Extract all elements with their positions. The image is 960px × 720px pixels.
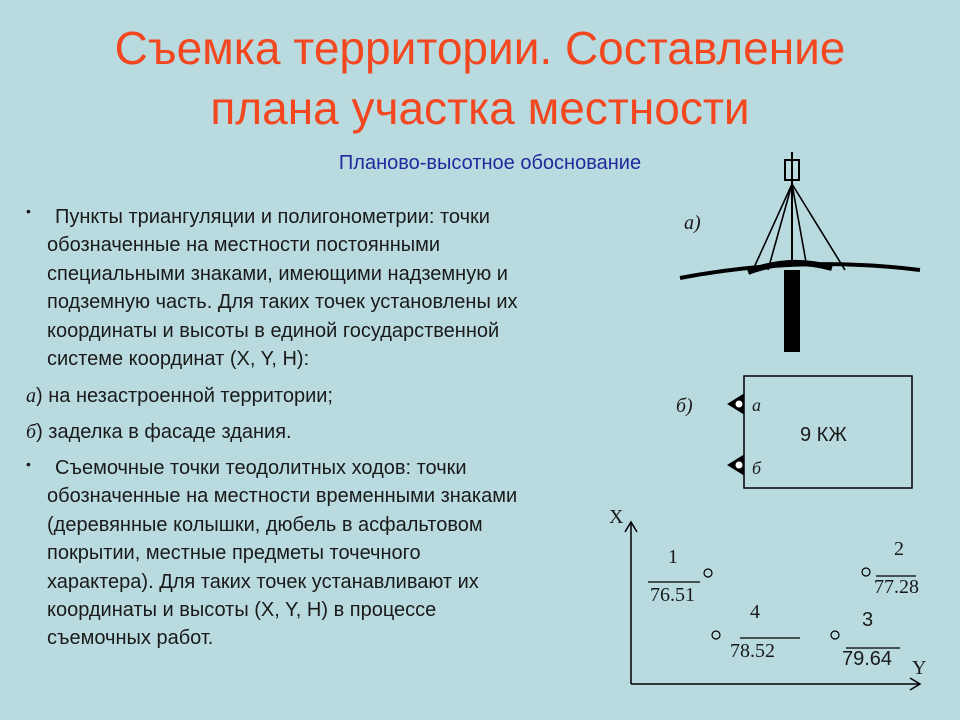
triangulation-signal-icon [680,152,920,352]
building-label: 9 КЖ [800,424,847,446]
bullet-1-line: обозначенные на местности постоянными [47,234,441,257]
bullet-1-line: подземную часть. Для таких точек установлены их [47,291,518,314]
bullet-2-line: характера). Для таких точек устанавливают их [47,570,479,593]
figure-b-label: б) [676,395,693,417]
point-2-elevation: 77.28 [874,576,919,598]
wall-mark-a-label: а [752,395,761,415]
bullet-1-line: системе координат (X, Y, H): [47,348,310,371]
wall-mark-b-label: б [752,458,762,478]
point-1-marker [704,569,712,577]
bullet-2-line: обозначенные на местности временными знаками [47,485,518,508]
bullet-dot-icon: • [26,203,31,219]
bullet-1-line: специальными знаками, имеющими надземную и [47,262,508,285]
item-b-letter: б [26,421,37,443]
axis-y-label: Y [912,657,927,679]
title-line-2: плана участка местности [210,82,750,134]
item-b-text: ) заделка в фасаде здания. [36,421,292,443]
bullet-2-line: съемочных работ. [47,627,214,650]
point-3-number: 3 [862,609,874,631]
subtitle: Планово-высотное обоснование [338,152,642,174]
point-2-number: 2 [894,538,904,560]
point-1-number: 1 [668,546,678,568]
title-line-1: Съемка территории. Составление [114,22,846,74]
bullet-2-line: Съемочные точки теодолитных ходов: точки [55,457,467,479]
bullet-2-line: (деревянные колышки, дюбель в асфальтовом [47,513,483,536]
underground-pillar [784,270,800,352]
point-3-marker [831,631,839,639]
bullet-2-line: координаты и высоты (X, Y, H) в процессе [47,599,437,622]
bullet-dot-icon: • [26,456,31,472]
signal-brace [752,184,792,272]
point-4-elevation: 78.52 [730,640,775,662]
point-3-elevation: 79.64 [842,648,893,670]
point-4-number: 4 [750,601,760,623]
item-a-letter: а [26,385,36,407]
bullet-1-line: координаты и высоты в единой государственной [47,319,500,342]
figure-a-label: а) [684,212,701,234]
item-a-text: ) на незастроенной территории; [36,385,333,407]
point-1-elevation: 76.51 [650,584,695,606]
bullet-2-line: покрытии, местные предметы точечного [47,542,421,565]
point-4-marker [712,631,720,639]
bullet-1-line: Пункты триангуляции и полигонометрии: точки [55,206,490,228]
axis-x-label: X [609,506,624,528]
point-2-marker [862,568,870,576]
